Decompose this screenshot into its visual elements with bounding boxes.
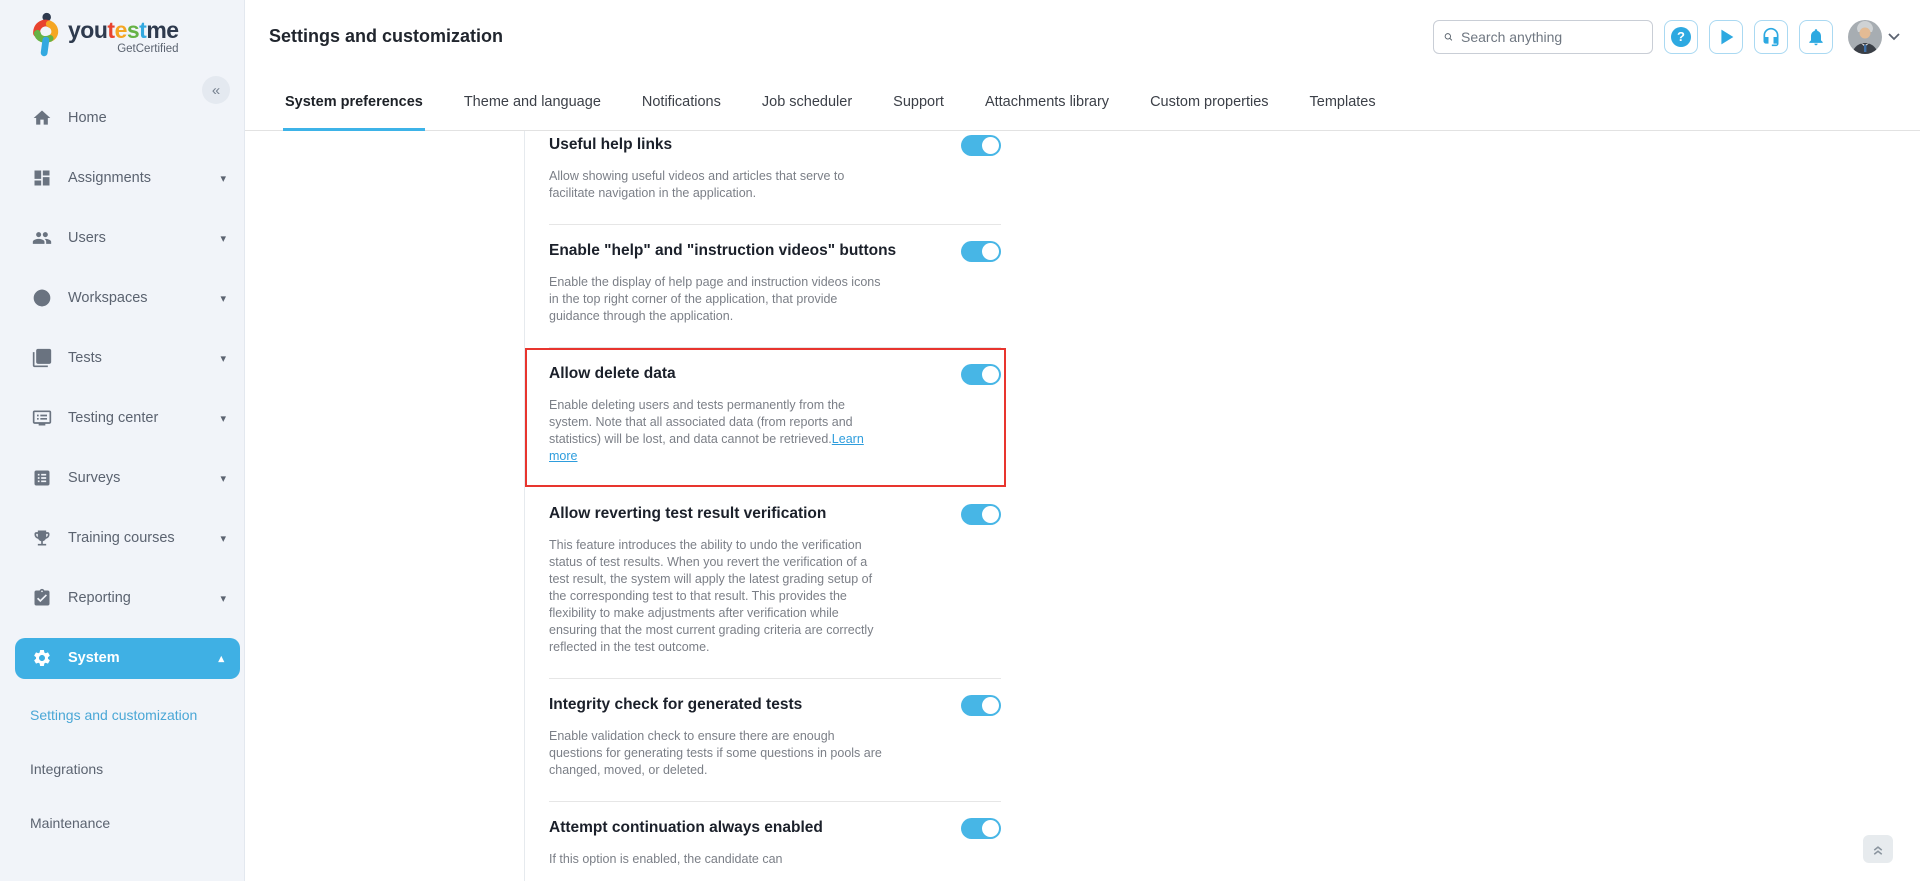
setting-description: Enable deleting users and tests permanently from the system. Note that all associated data (from reports and statistics) will be lost, and data cannot be retrieved.Learn more xyxy=(549,398,864,463)
setting-attempt-continuation xyxy=(549,802,1001,881)
sidebar-item-assignments[interactable] xyxy=(0,148,244,208)
setting-description: This feature introduces the ability to undo the verification status of test results. When you revert the verification of a test result, the system will apply the latest grading setup of the corresponding test to that result. This provides the flexibility to make adjustments after verification while ensuring that the most current grading criteria are correctly reflected in the test outcome. xyxy=(549,538,874,654)
setting-title: Allow delete data xyxy=(549,365,676,382)
play-icon xyxy=(1715,26,1737,48)
settings-list xyxy=(549,131,1001,881)
trophy-icon xyxy=(32,528,52,548)
tab-notifications[interactable]: Notifications xyxy=(641,93,721,110)
sidebar-subitem-settings-and-customization[interactable] xyxy=(0,688,244,742)
question-mark-icon: ? xyxy=(1671,27,1691,47)
setting-title: Attempt continuation always enabled xyxy=(549,819,823,836)
sidebar-subitem-integrations[interactable] xyxy=(0,742,244,796)
subitem-label: Maintenance xyxy=(30,815,111,831)
tab-job-scheduler[interactable]: Job scheduler xyxy=(761,93,853,110)
home-icon xyxy=(32,108,52,128)
chevron-down-icon: ▾ xyxy=(220,472,226,485)
toggle-knob xyxy=(982,243,999,260)
tab-custom-properties[interactable]: Custom properties xyxy=(1150,93,1269,110)
brand-tagline: GetCertified xyxy=(117,43,179,55)
sidebar-item-system[interactable] xyxy=(15,638,240,679)
search-icon xyxy=(1444,28,1453,46)
setting-help-instruction-buttons xyxy=(549,225,1001,348)
tab-support[interactable]: Support xyxy=(893,93,944,110)
sidebar-subitem-maintenance[interactable] xyxy=(0,796,244,850)
integrity-check-toggle[interactable] xyxy=(961,695,1001,716)
sidebar-item-workspaces[interactable] xyxy=(0,268,244,328)
sidebar-item-label: Tests xyxy=(68,350,102,366)
top-header xyxy=(245,0,1920,73)
stacked-pages-icon xyxy=(32,348,52,368)
monitor-icon xyxy=(32,408,52,428)
settings-content xyxy=(245,131,1920,881)
sidebar-item-users[interactable] xyxy=(0,208,244,268)
tab-bar xyxy=(245,73,1920,131)
help-instruction-buttons-toggle[interactable] xyxy=(961,241,1001,262)
setting-useful-help-links xyxy=(549,131,1001,225)
help-button[interactable] xyxy=(1664,20,1698,54)
attempt-continuation-toggle[interactable] xyxy=(961,818,1001,839)
sidebar-item-label: System xyxy=(68,650,120,666)
brand-text-block xyxy=(68,18,179,55)
chevron-down-icon xyxy=(1888,33,1900,41)
setting-description: Allow showing useful videos and articles that serve to facilitate navigation in the application. xyxy=(549,169,845,200)
sidebar-item-reporting[interactable] xyxy=(0,568,244,628)
chevron-down-icon: ▾ xyxy=(220,532,226,545)
sidebar-item-label: Training courses xyxy=(68,530,175,546)
chevron-up-icon: ▴ xyxy=(218,652,224,665)
setting-allow-delete-data xyxy=(549,348,1001,488)
sidebar-item-tests[interactable] xyxy=(0,328,244,388)
sidebar xyxy=(0,0,245,881)
subitem-label: Integrations xyxy=(30,761,104,777)
chevron-down-icon: ▾ xyxy=(220,172,226,185)
setting-title: Enable "help" and "instruction videos" buttons xyxy=(549,242,897,259)
dashboard-icon xyxy=(32,168,52,188)
toggle-knob xyxy=(982,366,999,383)
tab-attachments-library[interactable]: Attachments library xyxy=(984,93,1110,110)
tab-system-preferences[interactable]: System preferences xyxy=(285,73,423,131)
setting-allow-reverting-verification xyxy=(549,488,1001,679)
learn-more-link[interactable]: Learn more xyxy=(549,432,864,463)
instruction-videos-button[interactable] xyxy=(1709,20,1743,54)
sidebar-item-label: Testing center xyxy=(68,410,159,426)
double-chevron-up-icon xyxy=(1869,840,1887,858)
sidebar-item-label: Assignments xyxy=(68,170,152,186)
toggle-knob xyxy=(982,137,999,154)
headset-icon xyxy=(1761,27,1781,47)
sidebar-item-label: Users xyxy=(68,230,106,246)
toggle-knob xyxy=(982,820,999,837)
useful-help-links-toggle[interactable] xyxy=(961,135,1001,156)
setting-integrity-check xyxy=(549,679,1001,802)
sidebar-collapse-button[interactable] xyxy=(202,76,230,104)
notifications-button[interactable] xyxy=(1799,20,1833,54)
setting-description: If this option is enabled, the candidate can xyxy=(549,852,783,866)
list-icon xyxy=(32,468,52,488)
page-title: Settings and customization xyxy=(269,26,504,46)
user-menu[interactable] xyxy=(1848,20,1900,54)
sidebar-item-testing-center[interactable] xyxy=(0,388,244,448)
setting-title: Allow reverting test result verification xyxy=(549,505,827,522)
chevron-down-icon: ▾ xyxy=(220,412,226,425)
setting-title: Integrity check for generated tests xyxy=(549,696,803,713)
tab-theme-and-language[interactable]: Theme and language xyxy=(463,93,601,110)
content-divider-line xyxy=(524,131,525,881)
toggle-knob xyxy=(982,506,999,523)
chevron-down-icon: ▾ xyxy=(220,352,226,365)
sidebar-nav xyxy=(0,88,244,688)
allow-delete-data-toggle[interactable] xyxy=(961,364,1001,385)
subitem-label: Settings and customization xyxy=(30,707,198,723)
collapse-chevrons-icon: « xyxy=(211,81,221,99)
chevron-down-icon: ▾ xyxy=(220,292,226,305)
sidebar-item-label: Reporting xyxy=(68,590,131,606)
avatar xyxy=(1848,20,1882,54)
brand-logo[interactable] xyxy=(0,0,244,60)
report-check-icon xyxy=(32,588,52,608)
scroll-to-top-button[interactable] xyxy=(1863,835,1893,863)
globe-icon xyxy=(32,288,52,308)
tab-templates[interactable]: Templates xyxy=(1309,93,1376,110)
brand-logo-icon xyxy=(28,10,62,60)
chevron-down-icon: ▾ xyxy=(220,232,226,245)
gear-icon xyxy=(32,648,52,668)
allow-reverting-verification-toggle[interactable] xyxy=(961,504,1001,525)
setting-description: Enable the display of help page and instruction videos icons in the top right corner of the application, that provide guidance through the application. xyxy=(549,275,881,323)
bell-icon xyxy=(1806,27,1826,47)
support-button[interactable] xyxy=(1754,20,1788,54)
chevron-down-icon: ▾ xyxy=(220,592,226,605)
sidebar-item-surveys[interactable] xyxy=(0,448,244,508)
search-box[interactable] xyxy=(1433,20,1653,54)
brand-name: youtestme xyxy=(68,17,179,43)
setting-title: Useful help links xyxy=(549,136,673,153)
sidebar-item-training-courses[interactable] xyxy=(0,508,244,568)
toggle-knob xyxy=(982,697,999,714)
sidebar-item-label: Workspaces xyxy=(68,290,148,306)
sidebar-item-label: Surveys xyxy=(68,470,121,486)
sidebar-item-label: Home xyxy=(68,110,107,126)
setting-description: Enable validation check to ensure there are enough questions for generating tests if some questions in pools are changed, moved, or deleted. xyxy=(549,729,882,777)
search-input[interactable] xyxy=(1461,29,1642,45)
users-icon xyxy=(32,228,52,248)
